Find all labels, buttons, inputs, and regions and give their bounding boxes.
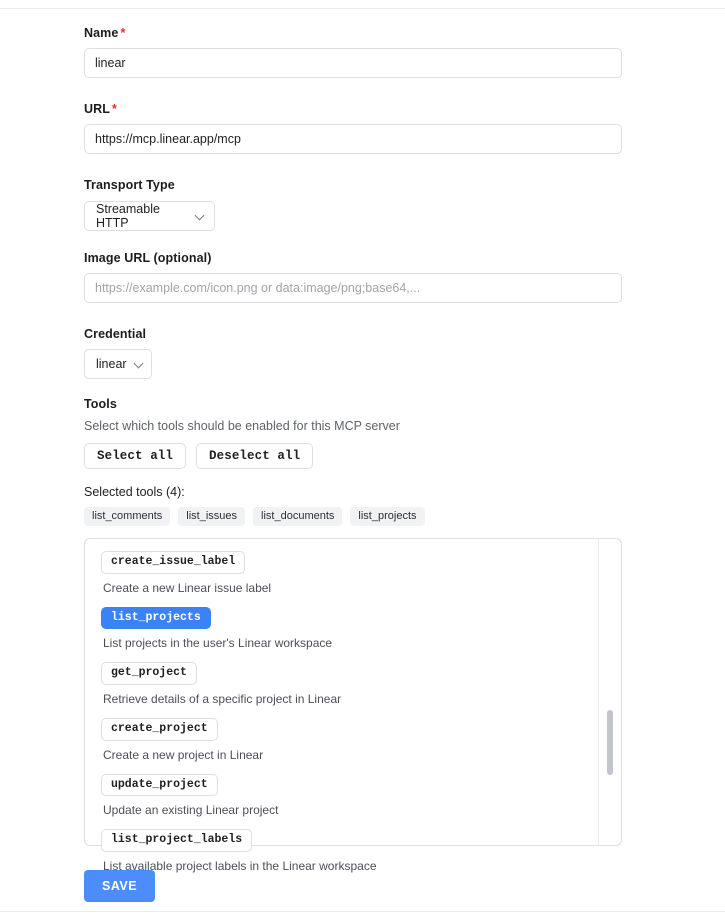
selected-tool-chip[interactable]: list_comments — [84, 507, 170, 526]
image-url-field-group — [84, 251, 622, 303]
chevron-down-icon — [196, 211, 206, 221]
select-all-button[interactable]: Select all — [84, 443, 186, 469]
url-required-asterisk: * — [112, 102, 117, 116]
url-label-text: URL — [84, 102, 110, 116]
tool-description: List projects in the user's Linear workspace — [103, 636, 333, 651]
tool-list-item — [101, 718, 605, 762]
tool-list-item — [101, 607, 605, 651]
tools-bulk-actions — [84, 443, 622, 469]
selected-tool-chip[interactable]: list_projects — [350, 507, 424, 526]
tool-toggle-list-projects[interactable]: list_projects — [101, 607, 211, 630]
tool-toggle-update-project[interactable]: update_project — [101, 774, 218, 797]
transport-field-group — [84, 178, 622, 231]
tools-label: Tools — [84, 397, 117, 411]
credential-label: Credential — [84, 327, 147, 341]
tools-helper-text: Select which tools should be enabled for this MCP server — [84, 419, 400, 433]
tool-description: List available project labels in the Linear workspace — [103, 858, 377, 873]
name-label — [84, 26, 622, 40]
tool-list-item — [101, 829, 605, 873]
tools-list-scrollbar[interactable] — [607, 545, 613, 839]
tools-list-scroll-area — [85, 539, 621, 873]
url-label — [84, 102, 622, 116]
transport-type-select[interactable] — [84, 201, 215, 231]
url-input[interactable] — [84, 124, 622, 154]
tool-description: Update an existing Linear project — [103, 803, 279, 818]
tool-description: Create a new project in Linear — [103, 747, 264, 762]
mcp-server-form — [84, 26, 622, 902]
tools-section — [84, 397, 622, 873]
tool-list-item — [101, 774, 605, 818]
tools-list-panel — [84, 538, 622, 873]
credential-select[interactable] — [84, 349, 152, 379]
name-field-group — [84, 26, 622, 78]
url-field-group — [84, 102, 622, 154]
tool-description: Create a new Linear issue label — [103, 580, 272, 595]
tool-description: Retrieve details of a specific project in Linear — [103, 691, 342, 706]
tool-toggle-list-project-labels[interactable]: list_project_labels — [101, 829, 252, 852]
tool-list-item — [101, 662, 605, 706]
selected-tool-chip[interactable]: list_documents — [253, 507, 342, 526]
tools-list-scrollbar-thumb[interactable] — [607, 710, 613, 775]
credential-value: linear — [96, 357, 127, 371]
image-url-input[interactable] — [84, 273, 622, 303]
image-url-label: Image URL (optional) — [84, 251, 212, 265]
selected-tools-chips — [84, 507, 622, 526]
tool-toggle-create-project[interactable]: create_project — [101, 718, 218, 741]
top-divider — [0, 8, 725, 9]
chevron-down-icon — [135, 359, 145, 369]
bottom-divider — [0, 911, 725, 912]
save-button[interactable]: SAVE — [84, 870, 155, 902]
name-input[interactable] — [84, 48, 622, 78]
selected-tools-label: Selected tools (4): — [84, 485, 185, 499]
deselect-all-button[interactable]: Deselect all — [196, 443, 313, 469]
selected-tool-chip[interactable]: list_issues — [178, 507, 245, 526]
tool-list-item — [101, 551, 605, 595]
tool-toggle-create-issue-label[interactable]: create_issue_label — [101, 551, 245, 574]
transport-label: Transport Type — [84, 178, 175, 192]
name-label-text: Name — [84, 26, 119, 40]
transport-type-value: Streamable HTTP — [96, 202, 160, 230]
tools-list-inner-divider — [598, 539, 599, 845]
credential-field-group — [84, 327, 622, 379]
name-required-asterisk: * — [120, 26, 126, 40]
tool-toggle-get-project[interactable]: get_project — [101, 662, 197, 685]
